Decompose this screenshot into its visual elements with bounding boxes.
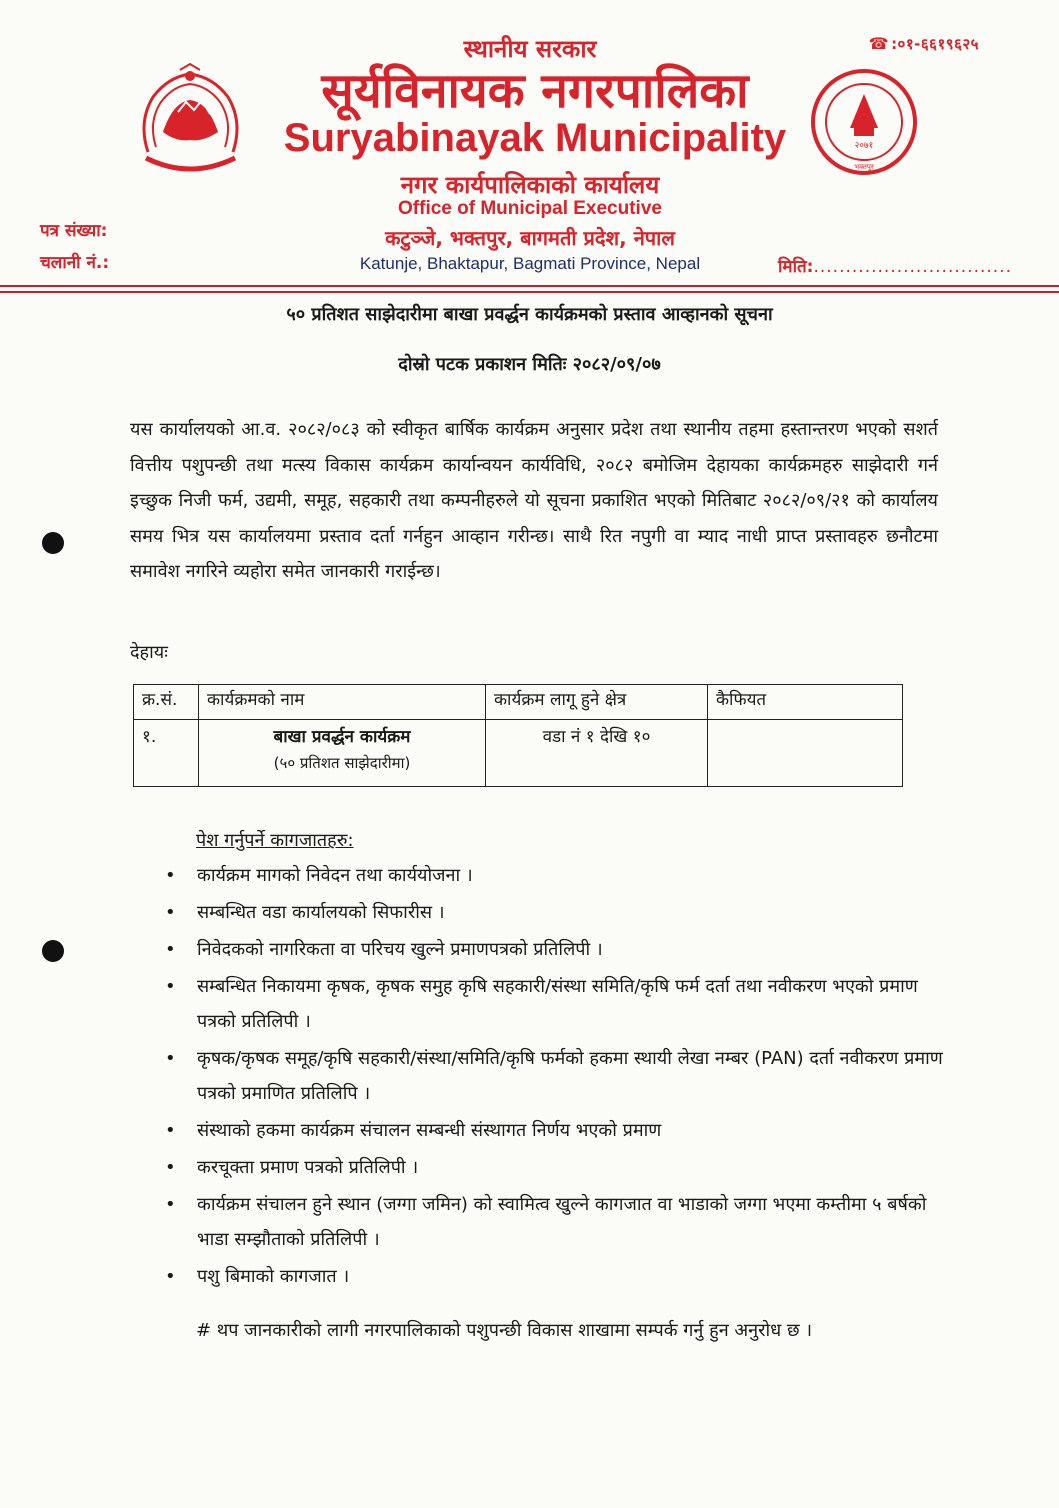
address-nepali: कटुञ्जे, भक्तपुर, बागमती प्रदेश, नेपाल	[385, 226, 675, 250]
phone-number	[869, 34, 979, 54]
col-header-name: कार्यक्रमको नाम	[199, 685, 486, 720]
municipality-seal-logo	[810, 68, 918, 176]
punch-hole	[42, 940, 64, 962]
footer-note: # थप जानकारीको लागी नगरपालिकाको पशुपन्छी विकास शाखामा सम्पर्क गर्नु हुन अनुरोध छ ।	[196, 1320, 813, 1341]
list-item: • कार्यक्रम संचालन हुने स्थान (जग्गा जमिन) को स्वामित्व खुल्ने कागजात वा भाडाको जग्गा भएमा कम्तीमा ५ बर्षको भाडा सम्झौताको प्रतिलिपी ।	[165, 1187, 955, 1257]
list-item: • संस्थाको हकमा कार्यक्रम संचालन सम्बन्धी संस्थागत निर्णय भएको प्रमाण	[165, 1113, 955, 1148]
seal-place: भक्तपुर	[854, 163, 874, 171]
header-divider	[0, 285, 1059, 287]
program-table	[133, 684, 903, 787]
table-header-row	[134, 685, 903, 720]
cell-sn: १.	[134, 720, 199, 787]
punch-hole	[42, 532, 64, 554]
list-item: • निवेदकको नागरिकता वा परिचय खुल्ने प्रमाणपत्रको प्रतिलिपी ।	[165, 932, 955, 967]
phone-number-text: :०१-६६१९६२५	[891, 35, 979, 53]
office-name-nepali: नगर कार्यपालिकाको कार्यालय	[400, 171, 660, 199]
date-blank: ...............................	[813, 257, 1012, 277]
date-field	[778, 254, 1012, 277]
program-name-sub: (५० प्रतिशत साझेदारीमा)	[273, 754, 411, 772]
nepal-emblem-logo	[128, 62, 253, 180]
municipality-name-nepali: सूर्यविनायक नगरपालिका	[321, 63, 749, 119]
date-label: मिति:	[778, 257, 814, 277]
publication-date: दोस्रो पटक प्रकाशन मितिः २०८२/०९/०७	[398, 354, 661, 375]
municipality-name-english: Suryabinayak Municipality	[283, 116, 787, 160]
list-item: • सम्बन्धित वडा कार्यालयको सिफारीस ।	[165, 895, 955, 930]
address-english: Katunje, Bhaktapur, Bagmati Province, Nepal	[359, 254, 701, 273]
col-header-remarks: कैफियत	[708, 685, 903, 720]
section-label: देहायः	[130, 642, 168, 663]
program-name: बाखा प्रवर्द्धन कार्यक्रम	[273, 727, 411, 747]
letter-number-label: पत्र संख्या:	[40, 221, 108, 241]
dispatch-number-label: चलानी नं.:	[40, 253, 110, 273]
cell-area: वडा नं १ देखि १०	[486, 720, 708, 787]
col-header-area: कार्यक्रम लागू हुने क्षेत्र	[486, 685, 708, 720]
phone-icon: ☎	[868, 34, 890, 53]
table-row	[134, 720, 903, 787]
cell-name	[199, 720, 486, 787]
documents-heading: पेश गर्नुपर्ने कागजातहरु:	[196, 830, 354, 851]
cell-remarks	[708, 720, 903, 787]
seal-year: २०७१	[854, 141, 874, 151]
col-header-sn: क्र.सं.	[134, 685, 199, 720]
notice-title: ५० प्रतिशत साझेदारीमा बाखा प्रवर्द्धन कार्यक्रमको प्रस्ताव आव्हानको सूचना	[286, 304, 773, 325]
list-item: • कृषक/कृषक समूह/कृषि सहकारी/संस्था/समिति/कृषि फर्मको हकमा स्थायी लेखा नम्बर (PAN) दर्ता नवीकरण प्रमाण पत्रको प्रमाणित प्रतिलिपि ।	[165, 1041, 955, 1111]
list-item: • करचूक्ता प्रमाण पत्रको प्रतिलिपी ।	[165, 1150, 955, 1185]
local-government-label: स्थानीय सरकार	[463, 35, 597, 63]
notice-paragraph: यस कार्यालयको आ.व. २०८२/०८३ को स्वीकृत बार्षिक कार्यक्रम अनुसार प्रदेश तथा स्थानीय तहमा हस्तान्तरण भएको सशर्त वित्तीय पशुपन्छी तथा मत्स्य विकास कार्यक्रम कार्यान्वयन कार्यविधि, २०८२ बमोजिम देहायका कार्यक्रमहरु साझेदारी गर्न इच्छुक निजी फर्म, उद्यमी, समूह, सहकारी तथा कम्पनीहरुले यो सूचना प्रकाशित भएको मितिबाट २०८२/०९/२१ को कार्यालय समय भित्र यस कार्यालयमा प्रस्ताव दर्ता गर्नहुन आव्हान गरीन्छ। साथै रित नपुगी वा म्याद नाधी प्राप्त प्रस्तावहरु छनौटमा समावेश नगरिने व्यहोरा समेत जानकारी गराईन्छ।	[130, 419, 938, 582]
list-item: • कार्यक्रम मागको निवेदन तथा कार्ययोजना ।	[165, 858, 955, 893]
documents-list	[165, 858, 955, 1296]
list-item: • पशु बिमाको कागजात ।	[165, 1259, 955, 1294]
office-name-english: Office of Municipal Executive	[398, 198, 662, 219]
header-divider-thin	[0, 291, 1059, 293]
list-item: • सम्बन्धित निकायमा कृषक, कृषक समुह कृषि सहकारी/संस्था समिति/कृषि फर्म दर्ता तथा नवीकरण भएको प्रमाण पत्रको प्रतिलिपी ।	[165, 969, 955, 1039]
